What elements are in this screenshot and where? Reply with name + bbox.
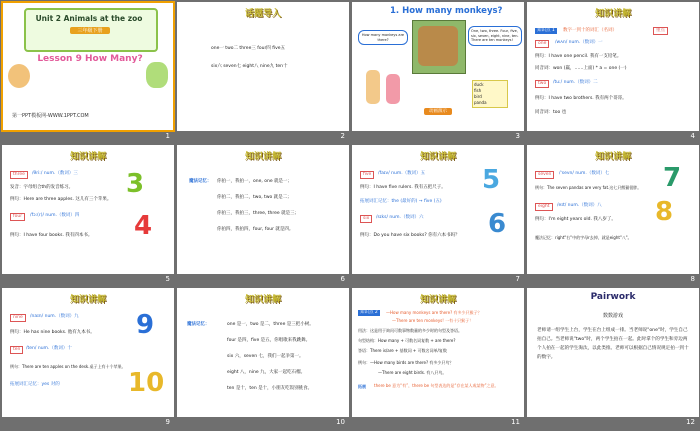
slide-thumbnail-12[interactable] [527, 288, 699, 417]
example-sentence: 同音词：won (赢，……上面) * a = one (一) [535, 66, 627, 71]
knowledge-point-label: 知识点 1 [537, 28, 555, 33]
example-sentence: 拓展词汇记忆：the (最好的) → five (五) [360, 199, 442, 204]
usage-line: 答语：There is/are + 基数词 + 可数名词单/复数 [358, 348, 447, 353]
lesson-title: Lesson 9 How Many? [37, 54, 143, 64]
animal-legend [472, 80, 508, 108]
word-box: three [10, 171, 28, 179]
slide-title: 1. How many monkeys? [390, 6, 503, 16]
example-sentence: 发音：字母组合th的发音练习。 [10, 185, 74, 190]
rhyme-line: 你拍二，我拍二，two, two 就是二； [217, 195, 292, 200]
key-point-badge: 重点 [653, 27, 668, 35]
word-box: two [535, 80, 549, 88]
slide-header [177, 288, 349, 306]
slide-slot-6 [177, 145, 349, 285]
extension-note: there be 意为“有”，there be 句型表达的是“存在某人或某物”之意。 [374, 383, 499, 388]
word-definition: /sɪks/ num.（数词）六 [376, 215, 424, 220]
speech-bubble: How many monkeys are there? [358, 30, 408, 45]
example-sentence: 例句：I have two brothers. 我有两个哥哥。 [535, 96, 627, 101]
grade-label: 三年级下册 [70, 27, 110, 34]
footer-text: 第一PPT模板网-WWW.1PPT.COM [12, 113, 89, 119]
slide-header [177, 145, 349, 163]
slide-number: 7 [515, 275, 520, 283]
example-sentence: 例句：There are ten apples on the desk.桌子上有十个苹果。 [10, 364, 126, 369]
word-box: nine [10, 314, 26, 322]
slide-sorter-grid [2, 2, 698, 429]
slide-thumbnail-8[interactable] [527, 145, 699, 274]
number-eight-image: 8 [655, 197, 674, 227]
number-five-image: 5 [482, 165, 501, 195]
slide-number: 6 [340, 275, 345, 283]
slide-number: 4 [690, 132, 695, 140]
slide-slot-3 [352, 2, 524, 142]
slide-thumbnail-3[interactable] [352, 2, 524, 131]
slide-number: 8 [690, 275, 695, 283]
word-definition: /naɪn/ num.（数词）九 [30, 314, 79, 319]
monkey-group-image [418, 26, 458, 66]
word-box: ten [10, 346, 23, 354]
slide-thumbnail-2[interactable] [177, 2, 349, 131]
slide-number: 5 [165, 275, 170, 283]
slide-number: 1 [165, 132, 170, 140]
extension-label: 拓展 [358, 384, 366, 389]
legend-item: panda [474, 100, 487, 105]
usage-line: 例句：—How many birds are there? 有多少只鸟？ [358, 360, 454, 365]
number-seven-image: 7 [663, 163, 682, 193]
slide-thumbnail-1[interactable] [2, 2, 174, 131]
slide-header [527, 2, 699, 20]
number-four-image: 4 [134, 211, 153, 241]
word-definition: /ˈsevn/ num.（数词）七 [559, 171, 610, 176]
slide-number: 9 [165, 418, 170, 426]
example-sentence: 例句：Do you have six books? 你有六本书吗？ [360, 233, 460, 238]
slide-slot-4 [527, 2, 699, 142]
word-box: six [360, 215, 372, 223]
slide-slot-5 [2, 145, 174, 285]
rhyme-line: ten 是十，ten 是十，小朋友吃饭别挑食。 [227, 386, 313, 391]
example-sentence: 同音词：too 也 [535, 110, 567, 115]
memory-tip-label: 魔法记忆： [187, 322, 210, 327]
speech-bubble: One, two, three. Four, five, six, seven, eight, nine, ten. There are ten monkeys! [468, 26, 522, 46]
memory-tip-label: 魔法记忆： [189, 179, 212, 184]
slide-thumbnail-6[interactable] [177, 145, 349, 274]
example-sentence: 例句：I'm eight years old. 我八岁了。 [535, 217, 616, 222]
word-definition: /ten/ num.（数词）十 [26, 346, 72, 351]
knowledge-point-text: —How many monkeys are there? 有多少只猴子？ [386, 310, 482, 315]
example-sentence: 例句：I have five rulers. 我有五把尺子。 [360, 185, 446, 190]
knowledge-point-label: 知识点 2 [360, 310, 378, 315]
slide-thumbnail-9[interactable] [2, 288, 174, 417]
number-words-row: six六 seven七 eight八 nine九 ten十 [211, 64, 288, 69]
word-definition: /tuː/ num.（数词）二 [553, 80, 598, 85]
example-sentence: 例句：Here are three apples. 这儿有三个苹果。 [10, 197, 112, 202]
slide-slot-1 [2, 2, 174, 142]
slide-header [352, 145, 524, 163]
slide-slot-2 [177, 2, 349, 142]
knowledge-point-text: 数字一到十的词汇（名词） [563, 28, 617, 33]
usage-line: 用法：这是用于询问可数事物数量的多少时的句型及答语。 [358, 328, 462, 333]
rhyme-line: 你拍三，我拍三，three, three 就是三； [217, 211, 300, 216]
memory-tip: 魔法记忆：right"右"中的字母r去掉，就是eight"八"。 [535, 235, 632, 240]
slide-slot-11 [352, 288, 524, 428]
cartoon-animal-image [8, 64, 30, 88]
word-box: seven [535, 171, 554, 179]
slide-number: 2 [340, 132, 345, 140]
usage-line: 句型结构：How many + 可数名词复数 + are there? [358, 338, 456, 343]
word-definition: /faɪv/ num.（数词）五 [378, 171, 426, 176]
example-sentence: 例句：I have one pencil. 我有一支铅笔。 [535, 54, 622, 59]
slide-header [177, 2, 349, 20]
slide-slot-10 [177, 288, 349, 428]
slide-title: 知识讲解 [69, 295, 106, 305]
number-nine-image: 9 [136, 310, 155, 340]
word-box: one [535, 40, 549, 48]
game-title: 数数游戏 [602, 313, 623, 319]
example-sentence: 例句：He has nine books. 他有九本书。 [10, 330, 95, 335]
slide-header [2, 288, 174, 306]
slide-header [2, 145, 174, 163]
number-three-image: 3 [126, 169, 145, 199]
slide-title: 知识讲解 [244, 295, 281, 305]
slide-header [527, 145, 699, 163]
rhyme-line: 你拍四，我拍四，four, four 就是四。 [217, 227, 294, 232]
rhyme-line: 你拍一，我拍一，one, one 就是一； [217, 179, 293, 184]
slide-number: 12 [686, 418, 695, 426]
number-words-row: one一 two二 three三 four四 five五 [211, 46, 286, 51]
slide-title: 话题导入 [244, 9, 281, 19]
word-box: four [10, 213, 25, 221]
slide-header [352, 288, 524, 306]
slide-title: 知识讲解 [594, 152, 631, 162]
word-definition: /eɪt/ num.（数词）八 [557, 203, 602, 208]
rhyme-line: one 是一，two 是二，three 是三把小树。 [227, 322, 314, 327]
slide-title: 知识讲解 [244, 152, 281, 162]
rhyme-line: four 是四，five 是五，你唱歌来我跳舞。 [227, 338, 311, 343]
boy-character-image [366, 70, 380, 104]
word-definition: /θriː/ num.（数词）三 [32, 171, 78, 176]
slide-thumbnail-4[interactable] [527, 2, 699, 131]
girl-character-image [386, 74, 400, 104]
usage-line: —There are eight birds. 有八只鸟。 [378, 370, 447, 375]
slide-thumbnail-5[interactable] [2, 145, 174, 274]
rhyme-line: six 六，seven 七，我们一起争第一。 [227, 354, 304, 359]
slide-slot-12 [527, 288, 699, 428]
slide-thumbnail-7[interactable] [352, 145, 524, 274]
slide-title: 知识讲解 [419, 152, 456, 162]
slide-number: 3 [515, 132, 520, 140]
slide-title: Pairwork [590, 292, 636, 302]
cartoon-animal-image [146, 62, 168, 88]
slide-title: 知识讲解 [419, 295, 456, 305]
animation-demo-button[interactable]: 动画演示 [424, 108, 452, 115]
example-sentence: 例句：I have four books. 我有四本书。 [10, 233, 93, 238]
game-instructions: 老师请一组学生上台，学生在台上组成一排。当老师说"one"时，学生自己拍自己。当老师说"two"时，两个学生拍在一起。此时拿个的学生和旁边两个人拍在一起的学生淘汰，以此类推。老师可以根据自己情况规定拍一到十的数字。 [537, 328, 689, 360]
course-title: Unit 2 Animals at the zoo [35, 14, 143, 23]
slide-thumbnail-11[interactable] [352, 288, 524, 417]
number-six-image: 6 [488, 209, 507, 239]
word-box: eight [535, 203, 553, 211]
slide-number: 10 [336, 418, 345, 426]
slide-number: 11 [511, 418, 520, 426]
word-definition: /fɔː(r)/ num.（数词）四 [30, 213, 80, 218]
knowledge-point-text: —There are ten monkeys! 一有十只猴子！ [392, 318, 474, 323]
rhyme-line: eight 八，nine 九，大家一起吃石榴。 [227, 370, 306, 375]
number-ten-image: 10 [128, 368, 165, 398]
example-sentence: 拓展词汇记忆：yes 对的 [10, 382, 60, 387]
slide-slot-8 [527, 145, 699, 285]
example-sentence: 例句：The seven pandas are very fat.这七只熊猫很胖。 [535, 185, 642, 190]
slide-slot-9 [2, 288, 174, 428]
legend-item: duck [474, 82, 484, 87]
word-box: five [360, 171, 374, 179]
slide-title: 知识讲解 [594, 9, 631, 19]
slide-title: 知识讲解 [69, 152, 106, 162]
slide-slot-7 [352, 145, 524, 285]
slide-thumbnail-10[interactable] [177, 288, 349, 417]
word-definition: /wʌn/ num.（数词）一 [555, 40, 603, 45]
legend-item: bird [474, 94, 482, 99]
legend-item: fish [474, 88, 482, 93]
